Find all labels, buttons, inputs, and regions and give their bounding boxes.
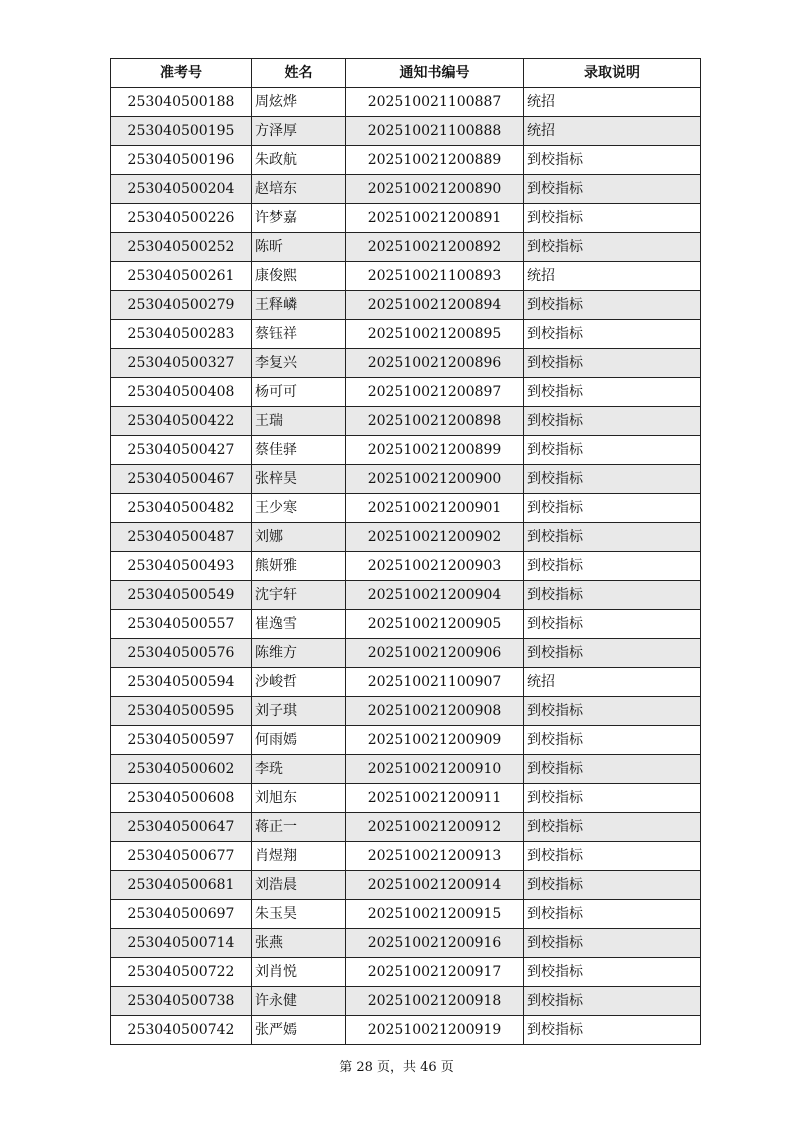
name-cell: 杨可可 xyxy=(252,378,346,407)
exam-number-cell: 253040500422 xyxy=(111,407,252,436)
table-row xyxy=(111,639,701,668)
admission-note-cell: 到校指标 xyxy=(524,610,701,639)
notice-number-cell: 202510021200915 xyxy=(346,900,524,929)
notice-number-cell: 202510021200914 xyxy=(346,871,524,900)
exam-number-cell: 253040500427 xyxy=(111,436,252,465)
exam-number-cell: 253040500327 xyxy=(111,349,252,378)
table-row xyxy=(111,784,701,813)
name-cell: 沈宇轩 xyxy=(252,581,346,610)
table-row xyxy=(111,726,701,755)
name-cell: 赵培东 xyxy=(252,175,346,204)
name-cell: 肖煜翔 xyxy=(252,842,346,871)
notice-number-cell: 202510021100907 xyxy=(346,668,524,697)
notice-number-cell: 202510021100893 xyxy=(346,262,524,291)
admission-note-cell: 到校指标 xyxy=(524,958,701,987)
name-cell: 刘子琪 xyxy=(252,697,346,726)
notice-number-cell: 202510021200912 xyxy=(346,813,524,842)
table-body xyxy=(111,88,701,1045)
exam-number-cell: 253040500742 xyxy=(111,1016,252,1045)
notice-number-cell: 202510021200894 xyxy=(346,291,524,320)
name-cell: 王释嶙 xyxy=(252,291,346,320)
notice-number-cell: 202510021200919 xyxy=(346,1016,524,1045)
table-row xyxy=(111,813,701,842)
notice-number-cell: 202510021200903 xyxy=(346,552,524,581)
notice-number-cell: 202510021200895 xyxy=(346,320,524,349)
name-cell: 蔡钰祥 xyxy=(252,320,346,349)
table-row xyxy=(111,233,701,262)
notice-number-cell: 202510021200906 xyxy=(346,639,524,668)
name-cell: 周炫烨 xyxy=(252,88,346,117)
exam-number-cell: 253040500408 xyxy=(111,378,252,407)
admission-note-cell: 到校指标 xyxy=(524,465,701,494)
table-row xyxy=(111,755,701,784)
table-row xyxy=(111,204,701,233)
exam-number-cell: 253040500681 xyxy=(111,871,252,900)
notice-number-cell: 202510021100888 xyxy=(346,117,524,146)
exam-number-cell: 253040500557 xyxy=(111,610,252,639)
table-row xyxy=(111,407,701,436)
notice-number-cell: 202510021200892 xyxy=(346,233,524,262)
admission-note-cell: 到校指标 xyxy=(524,204,701,233)
table-row xyxy=(111,146,701,175)
exam-number-cell: 253040500647 xyxy=(111,813,252,842)
exam-number-cell: 253040500608 xyxy=(111,784,252,813)
exam-number-cell: 253040500677 xyxy=(111,842,252,871)
admission-note-cell: 到校指标 xyxy=(524,378,701,407)
admission-note-cell: 到校指标 xyxy=(524,320,701,349)
exam-number-cell: 253040500261 xyxy=(111,262,252,291)
admission-note-cell: 到校指标 xyxy=(524,494,701,523)
admission-note-cell: 统招 xyxy=(524,88,701,117)
page-footer: 第 28 页，共 46 页 xyxy=(339,1060,454,1075)
table-row xyxy=(111,378,701,407)
name-cell: 方泽厚 xyxy=(252,117,346,146)
table-row xyxy=(111,175,701,204)
exam-number-cell: 253040500602 xyxy=(111,755,252,784)
table-row xyxy=(111,523,701,552)
table-row xyxy=(111,465,701,494)
exam-number-cell: 253040500714 xyxy=(111,929,252,958)
table-row xyxy=(111,842,701,871)
exam-number-cell: 253040500196 xyxy=(111,146,252,175)
notice-number-cell: 202510021200901 xyxy=(346,494,524,523)
table-row xyxy=(111,494,701,523)
exam-number-cell: 253040500283 xyxy=(111,320,252,349)
admission-note-cell: 到校指标 xyxy=(524,523,701,552)
admission-note-cell: 到校指标 xyxy=(524,552,701,581)
notice-number-cell: 202510021200918 xyxy=(346,987,524,1016)
admission-note-cell: 到校指标 xyxy=(524,987,701,1016)
name-cell: 朱玉昊 xyxy=(252,900,346,929)
exam-number-cell: 253040500226 xyxy=(111,204,252,233)
exam-number-cell: 253040500482 xyxy=(111,494,252,523)
header-row xyxy=(111,59,701,88)
table-row xyxy=(111,958,701,987)
admission-note-cell: 到校指标 xyxy=(524,726,701,755)
admission-note-cell: 到校指标 xyxy=(524,842,701,871)
admission-note-cell: 到校指标 xyxy=(524,349,701,378)
column-header-exam-number: 准考号 xyxy=(111,59,252,88)
table-row xyxy=(111,581,701,610)
notice-number-cell: 202510021200904 xyxy=(346,581,524,610)
column-header-admission-note: 录取说明 xyxy=(524,59,701,88)
exam-number-cell: 253040500595 xyxy=(111,697,252,726)
table-row xyxy=(111,291,701,320)
table-row xyxy=(111,1016,701,1045)
admission-note-cell: 到校指标 xyxy=(524,871,701,900)
name-cell: 何雨嫣 xyxy=(252,726,346,755)
table-row xyxy=(111,552,701,581)
name-cell: 许梦嘉 xyxy=(252,204,346,233)
name-cell: 熊妍雅 xyxy=(252,552,346,581)
name-cell: 陈昕 xyxy=(252,233,346,262)
notice-number-cell: 202510021200902 xyxy=(346,523,524,552)
notice-number-cell: 202510021200891 xyxy=(346,204,524,233)
table-row xyxy=(111,929,701,958)
admission-table xyxy=(110,58,701,1045)
notice-number-cell: 202510021200898 xyxy=(346,407,524,436)
admission-note-cell: 到校指标 xyxy=(524,233,701,262)
table-row xyxy=(111,610,701,639)
admission-note-cell: 统招 xyxy=(524,117,701,146)
name-cell: 陈维方 xyxy=(252,639,346,668)
name-cell: 刘浩晨 xyxy=(252,871,346,900)
exam-number-cell: 253040500549 xyxy=(111,581,252,610)
name-cell: 康俊熙 xyxy=(252,262,346,291)
name-cell: 蔡佳驿 xyxy=(252,436,346,465)
exam-number-cell: 253040500188 xyxy=(111,88,252,117)
name-cell: 李珗 xyxy=(252,755,346,784)
table-row xyxy=(111,320,701,349)
exam-number-cell: 253040500252 xyxy=(111,233,252,262)
exam-number-cell: 253040500597 xyxy=(111,726,252,755)
notice-number-cell: 202510021200910 xyxy=(346,755,524,784)
exam-number-cell: 253040500195 xyxy=(111,117,252,146)
table-row xyxy=(111,697,701,726)
exam-number-cell: 253040500204 xyxy=(111,175,252,204)
exam-number-cell: 253040500576 xyxy=(111,639,252,668)
admission-note-cell: 到校指标 xyxy=(524,291,701,320)
column-header-notice-number: 通知书编号 xyxy=(346,59,524,88)
notice-number-cell: 202510021200917 xyxy=(346,958,524,987)
admission-note-cell: 到校指标 xyxy=(524,784,701,813)
admission-note-cell: 到校指标 xyxy=(524,146,701,175)
notice-number-cell: 202510021200905 xyxy=(346,610,524,639)
name-cell: 张严嫣 xyxy=(252,1016,346,1045)
admission-note-cell: 到校指标 xyxy=(524,436,701,465)
admission-note-cell: 到校指标 xyxy=(524,175,701,204)
exam-number-cell: 253040500738 xyxy=(111,987,252,1016)
notice-number-cell: 202510021200911 xyxy=(346,784,524,813)
table-row xyxy=(111,117,701,146)
name-cell: 刘娜 xyxy=(252,523,346,552)
notice-number-cell: 202510021200899 xyxy=(346,436,524,465)
name-cell: 刘旭东 xyxy=(252,784,346,813)
exam-number-cell: 253040500722 xyxy=(111,958,252,987)
admission-note-cell: 到校指标 xyxy=(524,1016,701,1045)
table-header xyxy=(111,59,701,88)
notice-number-cell: 202510021200897 xyxy=(346,378,524,407)
name-cell: 张燕 xyxy=(252,929,346,958)
notice-number-cell: 202510021200889 xyxy=(346,146,524,175)
exam-number-cell: 253040500594 xyxy=(111,668,252,697)
admission-note-cell: 到校指标 xyxy=(524,813,701,842)
notice-number-cell: 202510021200913 xyxy=(346,842,524,871)
name-cell: 刘肖悦 xyxy=(252,958,346,987)
admission-note-cell: 到校指标 xyxy=(524,929,701,958)
exam-number-cell: 253040500697 xyxy=(111,900,252,929)
notice-number-cell: 202510021200890 xyxy=(346,175,524,204)
table-row xyxy=(111,668,701,697)
admission-note-cell: 到校指标 xyxy=(524,639,701,668)
admission-note-cell: 到校指标 xyxy=(524,697,701,726)
name-cell: 崔逸雪 xyxy=(252,610,346,639)
admission-note-cell: 到校指标 xyxy=(524,755,701,784)
name-cell: 沙峻哲 xyxy=(252,668,346,697)
name-cell: 蒋正一 xyxy=(252,813,346,842)
table-row xyxy=(111,436,701,465)
notice-number-cell: 202510021200909 xyxy=(346,726,524,755)
table-row xyxy=(111,987,701,1016)
table-row xyxy=(111,262,701,291)
admission-note-cell: 到校指标 xyxy=(524,900,701,929)
exam-number-cell: 253040500487 xyxy=(111,523,252,552)
exam-number-cell: 253040500493 xyxy=(111,552,252,581)
admission-note-cell: 到校指标 xyxy=(524,407,701,436)
table-row xyxy=(111,900,701,929)
name-cell: 王少寒 xyxy=(252,494,346,523)
notice-number-cell: 202510021200900 xyxy=(346,465,524,494)
admission-note-cell: 统招 xyxy=(524,668,701,697)
table-row xyxy=(111,349,701,378)
notice-number-cell: 202510021200916 xyxy=(346,929,524,958)
notice-number-cell: 202510021200908 xyxy=(346,697,524,726)
column-header-name: 姓名 xyxy=(252,59,346,88)
exam-number-cell: 253040500279 xyxy=(111,291,252,320)
notice-number-cell: 202510021200896 xyxy=(346,349,524,378)
name-cell: 朱政航 xyxy=(252,146,346,175)
name-cell: 王瑞 xyxy=(252,407,346,436)
admission-note-cell: 到校指标 xyxy=(524,581,701,610)
admission-note-cell: 统招 xyxy=(524,262,701,291)
table-row xyxy=(111,871,701,900)
notice-number-cell: 202510021100887 xyxy=(346,88,524,117)
name-cell: 李复兴 xyxy=(252,349,346,378)
table-row xyxy=(111,88,701,117)
name-cell: 许永健 xyxy=(252,987,346,1016)
exam-number-cell: 253040500467 xyxy=(111,465,252,494)
name-cell: 张梓昊 xyxy=(252,465,346,494)
